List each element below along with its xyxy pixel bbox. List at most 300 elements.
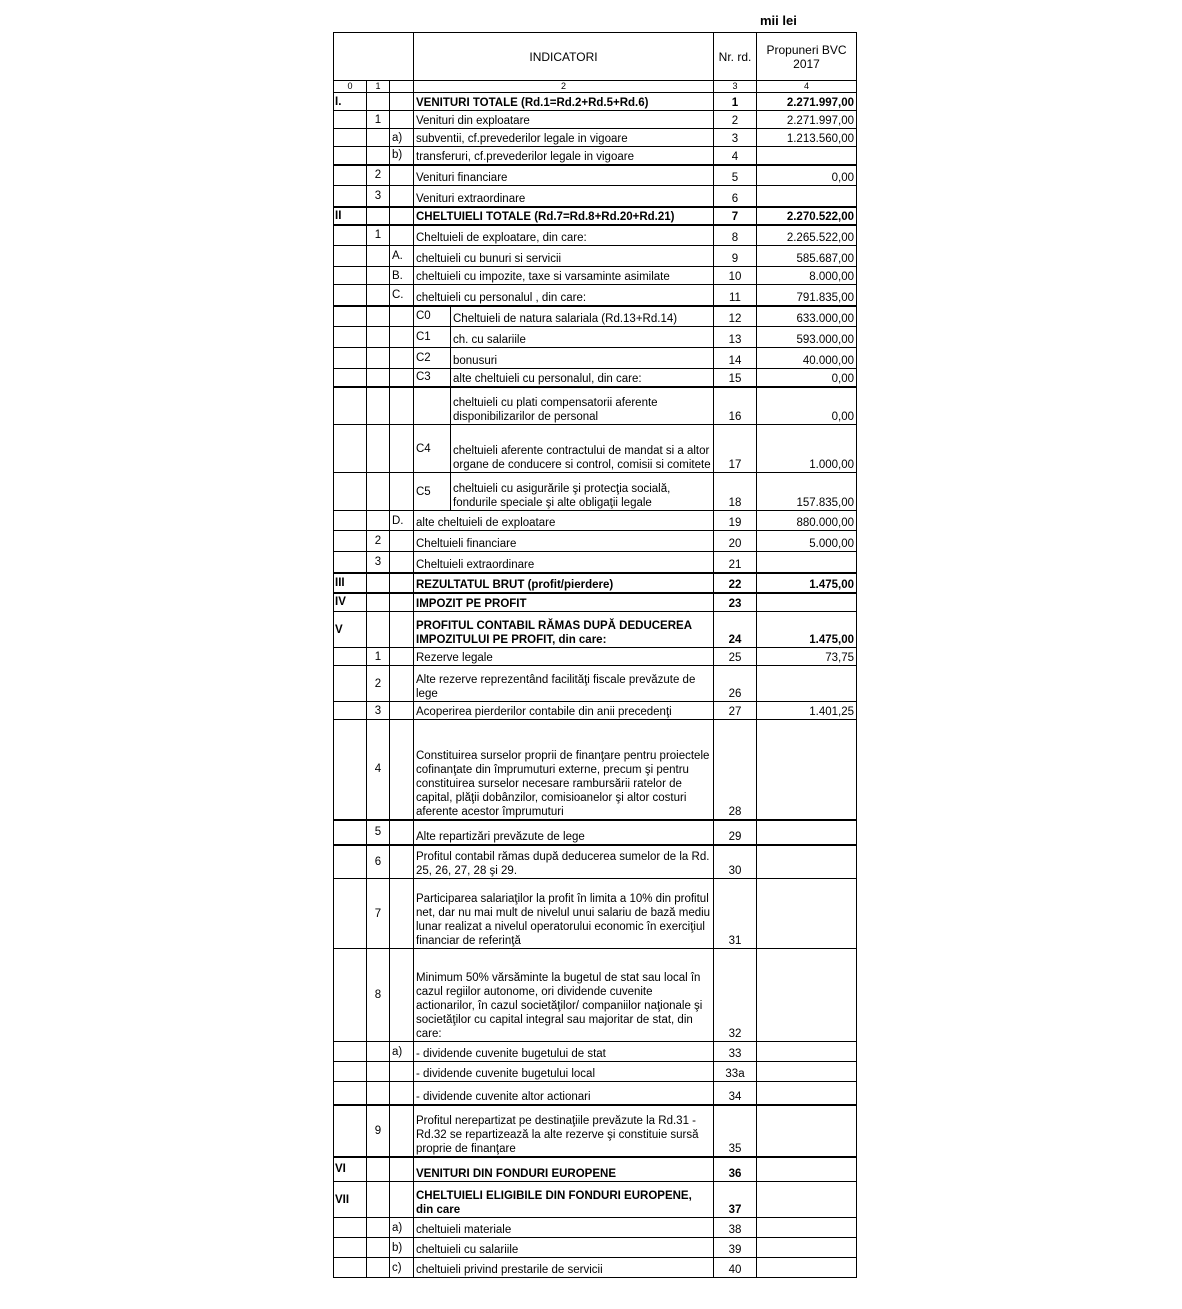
table-row [334,207,857,225]
table-row [334,267,857,285]
value-cell [757,1105,857,1157]
roman-index-cell [334,348,367,369]
value-cell: 0,00 [757,387,857,425]
col-index: 3 [714,81,757,93]
indicator-text: Cheltuieli extraordinare [414,552,714,573]
roman-index-cell [334,147,367,165]
section-index-cell: 7 [367,879,390,949]
table-row [334,473,857,511]
sub-index-cell [390,425,414,473]
sub-index-cell [390,306,414,327]
table-row [334,1082,857,1105]
row-number-cell: 2 [714,111,757,129]
budget-table [333,32,857,1278]
col-index: 2 [414,81,714,93]
section-index-cell: 2 [367,666,390,702]
indicator-text: Rezerve legale [414,648,714,666]
indicator-text: - dividende cuvenite bugetului local [414,1062,714,1082]
sub-index-cell [390,702,414,720]
table-row [334,1182,857,1218]
roman-index-cell [334,552,367,573]
code-cell: C0 [414,306,451,327]
sub-index-cell [390,1157,414,1182]
value-cell: 5.000,00 [757,531,857,552]
roman-index-cell [334,648,367,666]
sub-index-cell: a) [390,1218,414,1238]
roman-index-cell: VII [334,1182,367,1218]
value-cell [757,845,857,879]
indicator-text: cheltuieli cu personalul , din care: [414,285,714,306]
table-row [334,225,857,246]
roman-index-cell [334,306,367,327]
value-cell [757,1182,857,1218]
row-number-cell: 13 [714,327,757,348]
value-cell: 2.271.997,00 [757,111,857,129]
section-index-cell [367,387,390,425]
value-cell [757,720,857,820]
table-row [334,552,857,573]
value-cell: 880.000,00 [757,511,857,531]
section-index-cell: 3 [367,186,390,207]
value-cell [757,1157,857,1182]
sub-index-cell [390,93,414,111]
code-cell: C3 [414,369,451,387]
table-row [334,93,857,111]
roman-index-cell [334,327,367,348]
table-row [334,879,857,949]
roman-index-cell [334,369,367,387]
table-row [334,593,857,612]
sub-index-cell: a) [390,129,414,147]
roman-index-cell [334,702,367,720]
roman-index-cell [334,720,367,820]
value-cell [757,186,857,207]
indicator-text: Venituri extraordinare [414,186,714,207]
section-index-cell [367,306,390,327]
row-number-cell: 11 [714,285,757,306]
value-cell: 2.265.522,00 [757,225,857,246]
indicator-text: Venituri financiare [414,165,714,186]
table-row [334,573,857,593]
row-number-cell: 38 [714,1218,757,1238]
value-cell: 1.475,00 [757,612,857,648]
table-row [334,186,857,207]
roman-index-cell [334,425,367,473]
sub-index-cell [390,1182,414,1218]
value-cell: 791.835,00 [757,285,857,306]
table-row [334,165,857,186]
roman-index-cell [334,473,367,511]
indicator-text: Alte rezerve reprezentând facilităţi fiscale prevăzute de lege [414,666,714,702]
table-row [334,511,857,531]
sub-index-cell [390,327,414,348]
section-index-cell: 2 [367,531,390,552]
row-number-cell: 16 [714,387,757,425]
table-row [334,612,857,648]
sub-index-cell [390,369,414,387]
row-number-cell: 21 [714,552,757,573]
sub-index-cell: B. [390,267,414,285]
roman-index-cell [334,511,367,531]
sub-index-cell [390,225,414,246]
roman-index-cell [334,666,367,702]
sub-index-cell [390,387,414,425]
indicator-text: - dividende cuvenite bugetului de stat [414,1042,714,1062]
row-number-cell: 19 [714,511,757,531]
code-cell: C4 [414,425,451,473]
indicator-text: VENITURI DIN FONDURI EUROPENE [414,1157,714,1182]
sub-index-cell [390,612,414,648]
unit-label: mii lei [760,13,797,28]
section-index-cell: 3 [367,702,390,720]
value-cell: 40.000,00 [757,348,857,369]
indicator-text: Profitul nerepartizat pe destinaţiile prevăzute la Rd.31 - Rd.32 se repartizează la alte rezerve şi constituie sursă proprie de finanţare [414,1105,714,1157]
header-indicatori: INDICATORI [414,33,714,81]
value-cell: 157.835,00 [757,473,857,511]
value-cell: 1.475,00 [757,573,857,593]
indicator-text: transferuri, cf.prevederilor legale in vigoare [414,147,714,165]
row-number-cell: 39 [714,1238,757,1258]
section-index-cell: 3 [367,552,390,573]
value-cell [757,666,857,702]
table-row [334,666,857,702]
row-number-cell: 4 [714,147,757,165]
row-number-cell: 31 [714,879,757,949]
table-row [334,820,857,845]
roman-index-cell [334,225,367,246]
section-index-cell [367,1157,390,1182]
row-number-cell: 22 [714,573,757,593]
indicator-text: cheltuieli privind prestarile de servicii [414,1258,714,1278]
row-number-cell: 24 [714,612,757,648]
section-index-cell [367,93,390,111]
roman-index-cell [334,387,367,425]
column-index-row [334,81,857,93]
sub-index-cell [390,845,414,879]
sub-index-cell [390,207,414,225]
roman-index-cell: V [334,612,367,648]
code-cell: C2 [414,348,451,369]
value-cell: 585.687,00 [757,246,857,267]
roman-index-cell: III [334,573,367,593]
value-cell: 633.000,00 [757,306,857,327]
table-row [334,306,857,327]
row-number-cell: 36 [714,1157,757,1182]
table-row [334,648,857,666]
indicator-text: REZULTATUL BRUT (profit/pierdere) [414,573,714,593]
indicator-text: cheltuieli cu plati compensatorii aferente disponibilizarilor de personal [451,387,714,425]
table-row [334,1062,857,1082]
sub-index-cell [390,552,414,573]
row-number-cell: 26 [714,666,757,702]
sub-index-cell: c) [390,1258,414,1278]
row-number-cell: 29 [714,820,757,845]
indicator-text: alte cheltuieli de exploatare [414,511,714,531]
section-index-cell [367,267,390,285]
row-number-cell: 18 [714,473,757,511]
section-index-cell [367,369,390,387]
sub-index-cell: D. [390,511,414,531]
section-index-cell: 9 [367,1105,390,1157]
header-nr-rd: Nr. rd. [714,33,757,81]
indicator-text: CHELTUIELI TOTALE (Rd.7=Rd.8+Rd.20+Rd.21) [414,207,714,225]
sub-index-cell [390,111,414,129]
row-number-cell: 5 [714,165,757,186]
sub-index-cell [390,573,414,593]
table-row [334,327,857,348]
section-index-cell: 1 [367,648,390,666]
sub-index-cell [390,186,414,207]
sub-index-cell [390,1062,414,1082]
section-index-cell: 5 [367,820,390,845]
roman-index-cell [334,1042,367,1062]
indicator-text: alte cheltuieli cu personalul, din care: [451,369,714,387]
row-number-cell: 23 [714,593,757,612]
row-number-cell: 12 [714,306,757,327]
roman-index-cell [334,246,367,267]
section-index-cell [367,207,390,225]
indicator-text: Cheltuieli de exploatare, din care: [414,225,714,246]
indicator-text: PROFITUL CONTABIL RĂMAS DUPĂ DEDUCEREA IMPOZITULUI PE PROFIT, din care: [414,612,714,648]
row-number-cell: 27 [714,702,757,720]
value-cell: 1.401,25 [757,702,857,720]
table-row [334,1218,857,1238]
header-row [334,33,857,81]
roman-index-cell [334,111,367,129]
col-index: 1 [367,81,390,93]
roman-index-cell [334,1082,367,1105]
value-cell [757,949,857,1042]
roman-index-cell: VI [334,1157,367,1182]
sub-index-cell: C. [390,285,414,306]
roman-index-cell [334,820,367,845]
code-cell: C1 [414,327,451,348]
table-row [334,1042,857,1062]
sub-index-cell [390,648,414,666]
row-number-cell: 8 [714,225,757,246]
section-index-cell [367,1042,390,1062]
row-number-cell: 6 [714,186,757,207]
table-row [334,1157,857,1182]
value-cell: 2.270.522,00 [757,207,857,225]
table-row [334,425,857,473]
row-number-cell: 34 [714,1082,757,1105]
indicator-text: Cheltuieli de natura salariala (Rd.13+Rd.14) [451,306,714,327]
section-index-cell [367,473,390,511]
roman-index-cell [334,1238,367,1258]
section-index-cell [367,1258,390,1278]
roman-index-cell [334,1258,367,1278]
roman-index-cell [334,1218,367,1238]
section-index-cell [367,612,390,648]
section-index-cell: 1 [367,111,390,129]
indicator-text: CHELTUIELI ELIGIBILE DIN FONDURI EUROPENE, din care [414,1182,714,1218]
indicator-text: Participarea salariaţilor la profit în limita a 10% din profitul net, dar nu mai mult de nivelul unui salariu de bază mediu lunar realizat a nivelul operatorului economic în exerciţiul financiar de referinţă [414,879,714,949]
value-cell: 593.000,00 [757,327,857,348]
section-index-cell: 2 [367,165,390,186]
value-cell: 1.000,00 [757,425,857,473]
row-number-cell: 20 [714,531,757,552]
section-index-cell: 1 [367,225,390,246]
row-number-cell: 32 [714,949,757,1042]
roman-index-cell [334,879,367,949]
section-index-cell [367,1082,390,1105]
roman-index-cell [334,845,367,879]
section-index-cell [367,1238,390,1258]
header-blank [334,33,414,81]
section-index-cell: 6 [367,845,390,879]
table-row [334,111,857,129]
value-cell: 73,75 [757,648,857,666]
indicator-text: subventii, cf.prevederilor legale in vigoare [414,129,714,147]
section-index-cell: 8 [367,949,390,1042]
indicator-text: cheltuieli cu impozite, taxe si varsaminte asimilate [414,267,714,285]
row-number-cell: 15 [714,369,757,387]
roman-index-cell [334,1105,367,1157]
table-row [334,147,857,165]
roman-index-cell [334,186,367,207]
value-cell [757,820,857,845]
row-number-cell: 35 [714,1105,757,1157]
sub-index-cell: a) [390,1042,414,1062]
table-row [334,845,857,879]
sub-index-cell [390,473,414,511]
sub-index-cell [390,820,414,845]
indicator-text: cheltuieli materiale [414,1218,714,1238]
sub-index-cell [390,720,414,820]
indicator-text: Alte repartizări prevăzute de lege [414,820,714,845]
sub-index-cell [390,879,414,949]
indicator-text: Constituirea surselor proprii de finanţare pentru proiectele cofinanţate din împrumuturi externe, precum şi pentru constituirea surselor necesare rambursării ratelor de capital, plăţii dobânzilor, comisioanelor şi altor costuri aferente acestor împrumuturi [414,720,714,820]
table-row [334,387,857,425]
section-index-cell [367,327,390,348]
code-cell: C5 [414,473,451,511]
roman-index-cell [334,165,367,186]
value-cell: 2.271.997,00 [757,93,857,111]
value-cell [757,593,857,612]
sub-index-cell: A. [390,246,414,267]
indicator-text: IMPOZIT PE PROFIT [414,593,714,612]
indicator-text: Minimum 50% vărsăminte la bugetul de stat sau local în cazul regiilor autonome, ori dividende cuvenite actionarilor, în cazul societăţilor/ companiilor naţionale şi societăţilor cu capital integral sau majoritar de stat, din care: [414,949,714,1042]
section-index-cell [367,348,390,369]
row-number-cell: 3 [714,129,757,147]
roman-index-cell: II [334,207,367,225]
code-cell [414,387,451,425]
table-row [334,949,857,1042]
section-index-cell [367,1218,390,1238]
row-number-cell: 37 [714,1182,757,1218]
roman-index-cell [334,531,367,552]
table-row [334,369,857,387]
table-row [334,1238,857,1258]
section-index-cell [367,573,390,593]
row-number-cell: 40 [714,1258,757,1278]
value-cell [757,1238,857,1258]
sub-index-cell [390,165,414,186]
table-row [334,720,857,820]
row-number-cell: 1 [714,93,757,111]
value-cell [757,1082,857,1105]
value-cell [757,1042,857,1062]
row-number-cell: 33 [714,1042,757,1062]
indicator-text: cheltuieli aferente contractului de mandat si a altor organe de conducere si control, comisii si comitete [451,425,714,473]
value-cell [757,1062,857,1082]
indicator-text: cheltuieli cu asigurările şi protecţia socială, fondurile speciale şi alte obligaţii legale [451,473,714,511]
roman-index-cell: I. [334,93,367,111]
value-cell [757,147,857,165]
section-index-cell [367,1182,390,1218]
sub-index-cell [390,348,414,369]
indicator-text: cheltuieli cu salariile [414,1238,714,1258]
sub-index-cell [390,1082,414,1105]
section-index-cell [367,246,390,267]
value-cell: 1.213.560,00 [757,129,857,147]
sub-index-cell [390,1105,414,1157]
indicator-text: cheltuieli cu bunuri si servicii [414,246,714,267]
section-index-cell [367,1062,390,1082]
row-number-cell: 33a [714,1062,757,1082]
indicator-text: Acoperirea pierderilor contabile din anii precedenţi [414,702,714,720]
col-index: 0 [334,81,367,93]
sub-index-cell [390,949,414,1042]
section-index-cell [367,147,390,165]
row-number-cell: 9 [714,246,757,267]
value-cell: 0,00 [757,369,857,387]
sub-index-cell [390,666,414,702]
section-index-cell [367,129,390,147]
value-cell [757,879,857,949]
indicator-text: Profitul contabil rămas după deducerea sumelor de la Rd. 25, 26, 27, 28 şi 29. [414,845,714,879]
sub-index-cell: b) [390,1238,414,1258]
section-index-cell: 4 [367,720,390,820]
indicator-text: ch. cu salariile [451,327,714,348]
table-row [334,285,857,306]
section-index-cell [367,593,390,612]
value-cell [757,1258,857,1278]
indicator-text: VENITURI TOTALE (Rd.1=Rd.2+Rd.5+Rd.6) [414,93,714,111]
value-cell: 0,00 [757,165,857,186]
roman-index-cell [334,1062,367,1082]
table-row [334,1105,857,1157]
col-index: 4 [757,81,857,93]
indicator-text: Cheltuieli financiare [414,531,714,552]
col-index [390,81,414,93]
roman-index-cell [334,285,367,306]
row-number-cell: 30 [714,845,757,879]
row-number-cell: 14 [714,348,757,369]
section-index-cell [367,511,390,531]
table-row [334,702,857,720]
value-cell [757,1218,857,1238]
header-propuneri: Propuneri BVC 2017 [757,33,857,81]
table-row [334,1258,857,1278]
roman-index-cell [334,267,367,285]
table-row [334,348,857,369]
roman-index-cell [334,949,367,1042]
row-number-cell: 28 [714,720,757,820]
sub-index-cell [390,531,414,552]
row-number-cell: 25 [714,648,757,666]
sub-index-cell: b) [390,147,414,165]
sub-index-cell [390,593,414,612]
row-number-cell: 10 [714,267,757,285]
indicator-text: - dividende cuvenite altor actionari [414,1082,714,1105]
table-row [334,129,857,147]
indicator-text: bonusuri [451,348,714,369]
roman-index-cell: IV [334,593,367,612]
section-index-cell [367,285,390,306]
table-row [334,246,857,267]
